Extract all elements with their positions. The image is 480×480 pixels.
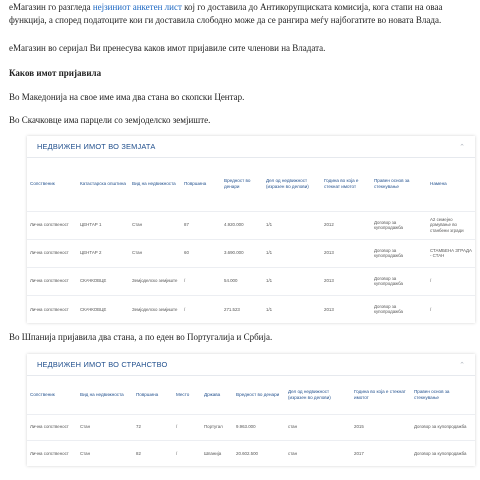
domestic-card-title: НЕДВИЖЕН ИМОТ ВО ЗЕМЈАТА — [37, 142, 156, 151]
table-cell: Лична сопственост — [27, 295, 77, 323]
chevron-up-icon[interactable]: ⌃ — [459, 361, 465, 369]
table-cell: 20.602.500 — [233, 440, 285, 466]
table-row — [27, 211, 475, 239]
abroad-card-title: НЕДВИЖЕН ИМОТ ВО СТРАНСТВО — [37, 360, 168, 369]
abroad-property-card — [27, 354, 475, 466]
table-cell: 2013 — [321, 239, 371, 267]
domestic-card-header[interactable] — [27, 136, 475, 158]
column-header: Вредност во денари — [224, 178, 251, 190]
domestic-header-row — [27, 158, 475, 211]
column-header: Вид на недвижноста — [80, 391, 124, 397]
table-cell: ЦЕНТАР 1 — [77, 211, 129, 239]
table-cell: Земјоделско земјиште — [129, 295, 181, 323]
table-cell: 60 — [181, 239, 221, 267]
table-cell: / — [181, 267, 221, 295]
table-cell: А2 семејно домување во станбени згради — [427, 211, 475, 239]
table-row — [27, 414, 475, 440]
table-cell: 1/1 — [263, 295, 321, 323]
column-header: Вид на недвижноста — [132, 181, 176, 187]
column-header: Правен основ за стекнување — [374, 178, 410, 190]
domestic-property-table — [27, 158, 475, 323]
table-cell: 2013 — [321, 267, 371, 295]
table-cell: Земјоделско земјиште — [129, 267, 181, 295]
table-cell: Договор за купопродажба — [411, 440, 475, 466]
table-cell: 3.690.000 — [221, 239, 263, 267]
column-header: Сопственик — [30, 391, 55, 397]
table-cell: Лична сопственост — [27, 211, 77, 239]
intro-text-end: кој го доставила до Антикорупциската комисија, кога стапи на оваа функција, а според податоците кои ги доставила слободно може да се рангира меѓу најбогатите во новата Влада. — [9, 2, 443, 25]
table-cell: 1/1 — [263, 239, 321, 267]
column-header: Површина — [184, 181, 207, 187]
table-cell: СКАЧКОВЦЕ — [77, 295, 129, 323]
table-cell: 54.000 — [221, 267, 263, 295]
table-cell: / — [181, 295, 221, 323]
abroad-property-table — [27, 376, 475, 466]
table-cell: / — [427, 295, 475, 323]
series-paragraph: еМагазин во серијал Ви пренесува каков имот пријавиле сите членови на Владата. — [9, 43, 326, 53]
table-cell: 2013 — [321, 295, 371, 323]
table-cell: 2012 — [321, 211, 371, 239]
table-cell: / — [173, 440, 201, 466]
table-cell: Стан — [129, 239, 181, 267]
table-cell: стан — [285, 440, 351, 466]
table-cell: / — [427, 267, 475, 295]
column-header: Држава — [204, 391, 221, 397]
table-row — [27, 267, 475, 295]
skachkovce-paragraph: Во Скачковце има парцели со земјоделско земјиште. — [9, 115, 211, 125]
table-cell: 2017 — [351, 440, 411, 466]
table-cell: 87 — [181, 211, 221, 239]
column-header: Вредност во денари — [236, 391, 280, 397]
table-cell: 271.523 — [221, 295, 263, 323]
column-header: Сопственик — [30, 181, 55, 187]
abroad-paragraph: Во Шпанија пријавила два стана, а по еден во Португалија и Србија. — [9, 332, 273, 342]
table-cell: Договор за купопродажба — [371, 267, 427, 295]
questionnaire-link[interactable]: нејзиниот анкетен лист — [92, 2, 182, 12]
table-cell: Договор за купопродажба — [371, 295, 427, 323]
domestic-property-card — [27, 136, 475, 323]
table-cell: 9.963.000 — [233, 414, 285, 440]
table-row — [27, 440, 475, 466]
column-header: Површина — [136, 391, 159, 397]
abroad-header-row — [27, 376, 475, 414]
table-cell: Договор за купопродажба — [411, 414, 475, 440]
table-cell: Договор за купопродажба — [371, 239, 427, 267]
table-cell: 4.920.000 — [221, 211, 263, 239]
column-header: Дел од недвижност (изразен во делови) — [288, 388, 331, 400]
table-cell: Шпанија — [201, 440, 233, 466]
table-cell: 1/1 — [263, 267, 321, 295]
column-header: Година во која е стекнат имотот — [354, 388, 406, 400]
table-cell: / — [173, 414, 201, 440]
section-heading: Каков имот пријавила — [9, 68, 102, 78]
table-cell: стан — [285, 414, 351, 440]
table-cell: СТАМБЕНА ЗГРАДА - СТАН — [427, 239, 475, 267]
table-cell: Лична сопственост — [27, 440, 77, 466]
macedonia-paragraph: Во Македонија на своe име има два стана во скопски Центар. — [9, 92, 245, 102]
intro-text-start: еМагазин го разгледа — [9, 2, 93, 12]
table-cell: 2015 — [351, 414, 411, 440]
table-row — [27, 239, 475, 267]
table-cell: Стан — [129, 211, 181, 239]
column-header: Намена — [430, 181, 447, 187]
table-cell: СКАЧКОВЦЕ — [77, 267, 129, 295]
table-cell: Стан — [77, 440, 133, 466]
column-header: Катастарска општина — [80, 181, 126, 187]
table-cell: Лична сопственост — [27, 414, 77, 440]
abroad-card-header[interactable] — [27, 354, 475, 376]
table-cell: Договор за купопродажба — [371, 211, 427, 239]
table-cell: Лична сопственост — [27, 239, 77, 267]
table-cell: 82 — [133, 440, 173, 466]
table-cell: ЦЕНТАР 2 — [77, 239, 129, 267]
column-header: Правен основ за стекнување — [414, 388, 450, 400]
column-header: Година во која е стекнат имотот — [324, 178, 359, 190]
table-cell: 72 — [133, 414, 173, 440]
intro-paragraph — [9, 1, 474, 27]
chevron-up-icon[interactable]: ⌃ — [459, 143, 465, 151]
table-row — [27, 295, 475, 323]
table-cell: Лична сопственост — [27, 267, 77, 295]
column-header: Место — [176, 391, 190, 397]
table-cell: 1/1 — [263, 211, 321, 239]
table-cell: Португал — [201, 414, 233, 440]
column-header: Дел од недвижност (изразен во делови) — [266, 178, 309, 190]
table-cell: Стан — [77, 414, 133, 440]
